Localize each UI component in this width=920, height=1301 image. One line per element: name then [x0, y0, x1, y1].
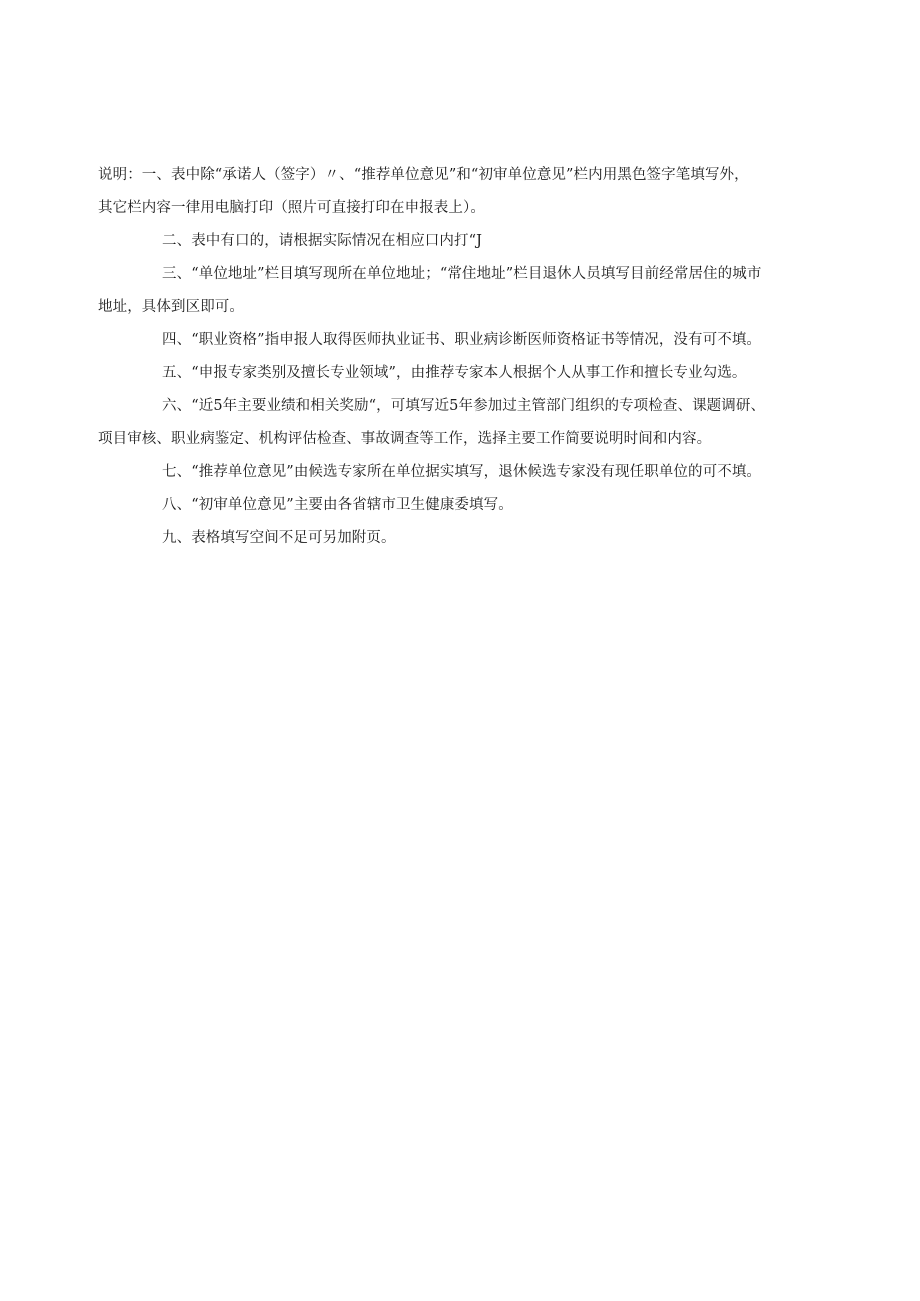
note-line: 五、“申报专家类别及擅长专业领域”，由推荐专家本人根据个人从事工作和擅长专业勾选。 [162, 365, 747, 381]
note-line: 九、表格填写空间不足可另加附页。 [162, 530, 396, 546]
instructions-notes [98, 164, 858, 549]
note-line: 二、表中有口的，请根据实际情况在相应口内打“J [162, 233, 483, 249]
note-item-9 [98, 527, 858, 549]
note-item-3 [98, 263, 858, 318]
note-line: 其它栏内容一律用电脑打印（照片可直接打印在申报表上）。 [98, 200, 485, 216]
note-line: 说明：一、表中除“承诺人（签字）〃、“推荐单位意见”和“初审单位意见”栏内用黑色签字笔填写外， [98, 167, 749, 183]
note-item-2 [98, 230, 858, 252]
note-item-7 [98, 461, 858, 483]
note-line: 八、“初审单位意见”主要由各省辖市卫生健康委填写。 [162, 497, 513, 513]
note-item-8 [98, 494, 858, 516]
note-line: 六、“近5年主要业绩和相关奖励“，可填写近5年参加过主管部门组织的专项检查、课题调研、 [162, 398, 766, 414]
note-line: 四、“职业资格”指申报人取得医师执业证书、职业病诊断医师资格证书等情况，没有可不填。 [162, 332, 762, 348]
note-item-5 [98, 362, 858, 384]
note-line: 地址，具体到区即可。 [98, 299, 244, 315]
note-item-4 [98, 329, 858, 351]
note-line: 三、“单位地址”栏目填写现所在单位地址；“常住地址”栏目退休人员填写目前经常居住的城市 [162, 266, 762, 282]
note-item-1 [98, 164, 858, 219]
note-line: 七、“推荐单位意见”由候选专家所在单位据实填写，退休候选专家没有现任职单位的可不填。 [162, 464, 762, 480]
note-item-6 [98, 395, 858, 450]
note-line: 项目审核、职业病鉴定、机构评估检查、事故调查等工作，选择主要工作简要说明时间和内容。 [98, 431, 712, 447]
